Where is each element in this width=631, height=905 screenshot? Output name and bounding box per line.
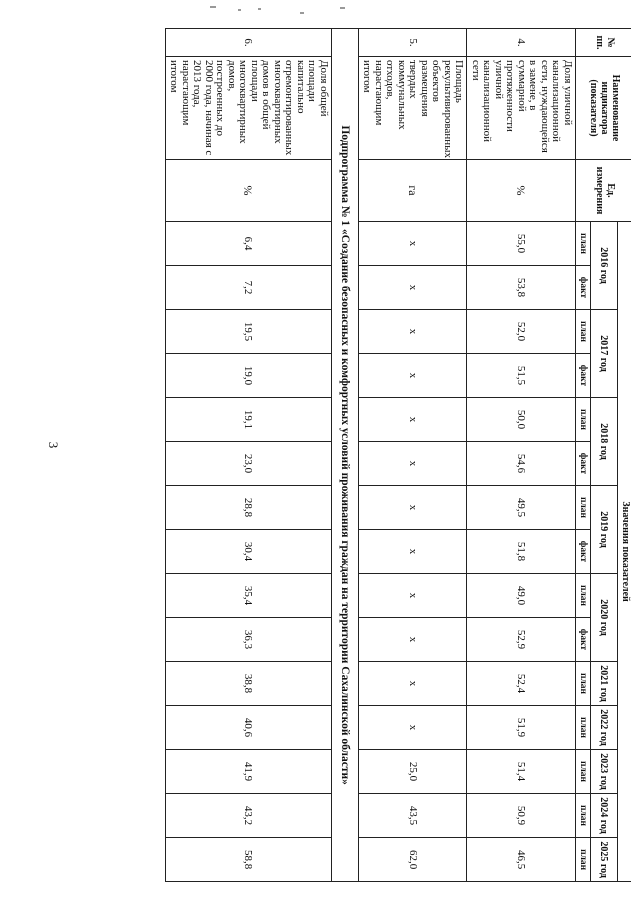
header-name: Наименование индикатора (показателя) (576, 57, 631, 160)
value-cell: х (359, 574, 468, 618)
value-cell: 51,9 (467, 706, 576, 750)
header-fact: факт (576, 266, 591, 310)
value-cell: 6,4 (166, 222, 332, 266)
value-cell: 19,5 (166, 310, 332, 354)
header-fact: факт (576, 530, 591, 574)
rotated-table-container (97, 28, 631, 881)
value-cell: 38,8 (166, 662, 332, 706)
row-unit: % (166, 160, 332, 222)
value-cell: 52,0 (467, 310, 576, 354)
header-year: 2017 год (591, 310, 618, 398)
header-plan: план (576, 750, 591, 794)
value-cell: 50,9 (467, 794, 576, 838)
value-cell: х (359, 310, 468, 354)
section-title: Подпрограмма № 1 «Создание безопасных и комфортных условий проживания граждан на территории Сахалинской области» (332, 29, 359, 882)
value-cell: 52,4 (467, 662, 576, 706)
value-cell: 30,4 (166, 530, 332, 574)
header-plan: план (576, 574, 591, 618)
value-cell: 25,0 (359, 750, 468, 794)
value-cell: 62,0 (359, 838, 468, 882)
row-unit: % (467, 160, 576, 222)
value-cell: х (359, 706, 468, 750)
value-cell: х (359, 662, 468, 706)
indicators-table (165, 28, 631, 882)
header-no: № пп. (576, 29, 631, 57)
scan-mark (340, 7, 345, 9)
header-plan: план (576, 794, 591, 838)
header-year: 2024 год (591, 794, 618, 838)
header-plan: план (576, 662, 591, 706)
scan-mark (210, 6, 216, 8)
scan-mark (238, 9, 241, 11)
table-row (467, 29, 576, 882)
header-year: 2022 год (591, 706, 618, 750)
header-year: 2016 год (591, 222, 618, 310)
header-year: 2020 год (591, 574, 618, 662)
value-cell: 51,8 (467, 530, 576, 574)
row-unit: га (359, 160, 468, 222)
value-cell: 51,4 (467, 750, 576, 794)
value-cell: х (359, 266, 468, 310)
header-plan: план (576, 398, 591, 442)
header-year: 2019 год (591, 486, 618, 574)
header-plan: план (576, 222, 591, 266)
header-unit: Ед. измерения (576, 160, 631, 222)
value-cell: х (359, 354, 468, 398)
value-cell: 46,5 (467, 838, 576, 882)
value-cell: х (359, 618, 468, 662)
header-fact: факт (576, 442, 591, 486)
value-cell: 49,5 (467, 486, 576, 530)
value-cell: 7,2 (166, 266, 332, 310)
value-cell: 43,2 (166, 794, 332, 838)
value-cell: 19,0 (166, 354, 332, 398)
header-plan: план (576, 486, 591, 530)
row-no: 5. (359, 29, 468, 57)
value-cell: х (359, 486, 468, 530)
header-year: 2025 год (591, 838, 618, 882)
value-cell: 43,5 (359, 794, 468, 838)
header-values-group: Значения показателей (618, 222, 631, 882)
value-cell: 41,9 (166, 750, 332, 794)
table-row (359, 29, 468, 882)
header-year: 2021 год (591, 662, 618, 706)
value-cell: 54,6 (467, 442, 576, 486)
section-row (332, 29, 359, 882)
value-cell: 52,9 (467, 618, 576, 662)
header-fact: факт (576, 618, 591, 662)
value-cell: 58,8 (166, 838, 332, 882)
header-year: 2018 год (591, 398, 618, 486)
value-cell: х (359, 442, 468, 486)
header-fact: факт (576, 354, 591, 398)
row-no: 6. (166, 29, 332, 57)
scan-mark (258, 8, 261, 10)
header-plan: план (576, 706, 591, 750)
value-cell: 40,6 (166, 706, 332, 750)
page-number: 3 (46, 441, 61, 449)
row-name: Доля общей площади капитально отремонтированных многоквартирных домов в общей площади многоквартирных домов, построенных до 2000 года, начиная с 2013 года, нарастающим итогом (166, 57, 332, 160)
value-cell: 19,1 (166, 398, 332, 442)
header-plan: план (576, 310, 591, 354)
header-year: 2023 год (591, 750, 618, 794)
value-cell: 36,3 (166, 618, 332, 662)
value-cell: 50,0 (467, 398, 576, 442)
value-cell: 51,5 (467, 354, 576, 398)
value-cell: 28,8 (166, 486, 332, 530)
header-plan: план (576, 838, 591, 882)
scan-mark (300, 12, 304, 14)
value-cell: 49,0 (467, 574, 576, 618)
row-name: Площадь рекультивированных объектов размещения твердых коммунальных отходов, нарастающим итогом (359, 57, 468, 160)
value-cell: х (359, 398, 468, 442)
row-name: Доля уличной канализационной сети, нуждающейся в замене, в суммарной протяженности уличной канализационной сети (467, 57, 576, 160)
row-no: 4. (467, 29, 576, 57)
value-cell: 23,0 (166, 442, 332, 486)
value-cell: 35,4 (166, 574, 332, 618)
value-cell: х (359, 530, 468, 574)
value-cell: 55,0 (467, 222, 576, 266)
table-row (166, 29, 332, 882)
value-cell: 53,8 (467, 266, 576, 310)
value-cell: х (359, 222, 468, 266)
